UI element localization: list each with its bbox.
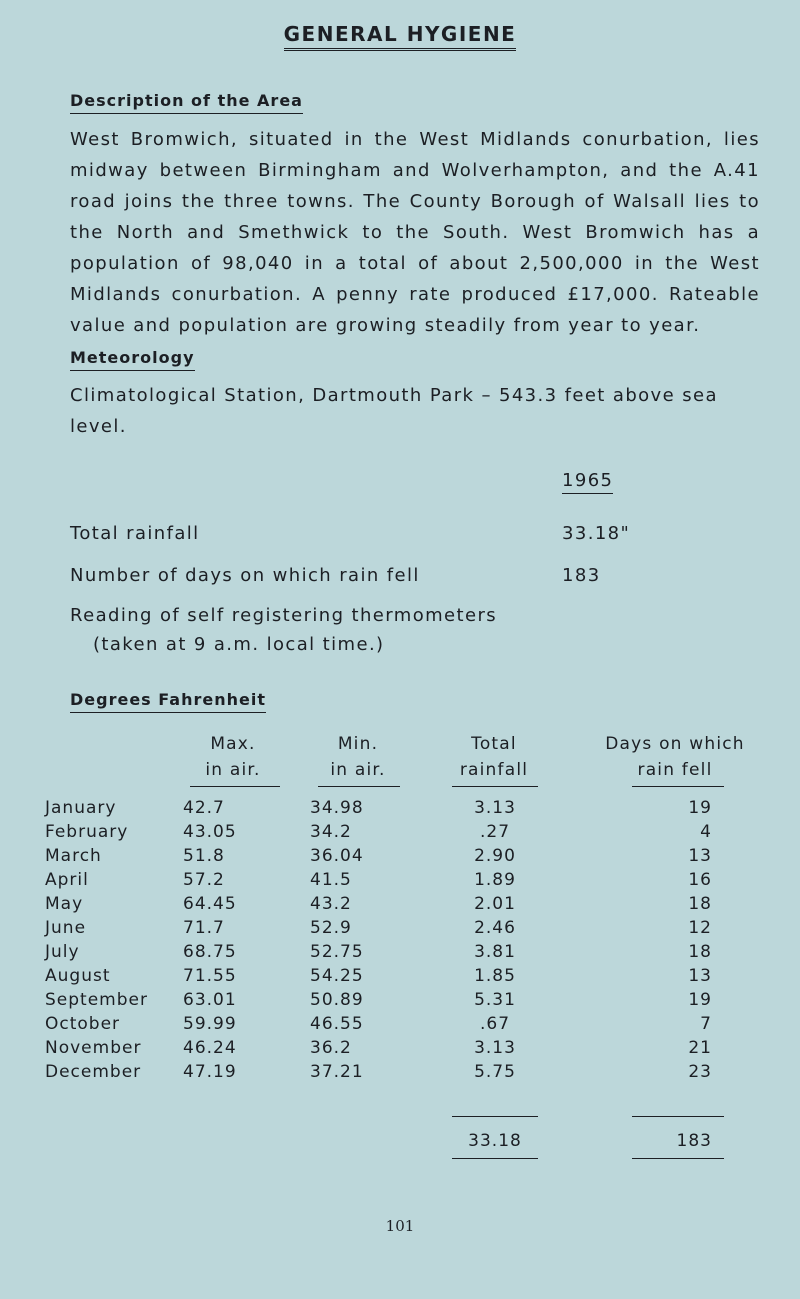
max-cell: 71.7 — [183, 918, 225, 938]
max-cell: 47.19 — [183, 1062, 237, 1082]
rainfall-cell: 2.01 — [474, 894, 516, 914]
min-cell: 50.89 — [310, 990, 364, 1010]
min-cell: 54.25 — [310, 966, 364, 986]
station-description: Climatological Station, Dartmouth Park – 543.3 feet above sea level. — [70, 385, 718, 437]
month-cell: January — [45, 798, 117, 818]
month-cell: February — [45, 822, 129, 842]
rain-days-cell: 13 — [688, 846, 712, 866]
max-cell: 68.75 — [183, 942, 237, 962]
min-cell: 43.2 — [310, 894, 352, 914]
max-cell: 43.05 — [183, 822, 237, 842]
rainfall-cell: 2.90 — [474, 846, 516, 866]
rain-days-cell: 23 — [688, 1062, 712, 1082]
rainfall-cell: .67 — [479, 1014, 511, 1034]
rainfall-cell: 5.31 — [474, 990, 516, 1010]
total-rainfall-value: 33.18" — [562, 523, 631, 544]
degrees-heading: Degrees Fahrenheit — [70, 690, 266, 713]
rainfall-cell: 1.85 — [474, 966, 516, 986]
month-cell: July — [45, 942, 80, 962]
header-rule — [452, 786, 538, 787]
column-header-rainfall: Total rainfall — [459, 734, 529, 780]
rainfall-cell: 5.75 — [474, 1062, 516, 1082]
rain-days-cell: 21 — [688, 1038, 712, 1058]
max-cell: 71.55 — [183, 966, 237, 986]
min-cell: 52.75 — [310, 942, 364, 962]
header-rule — [190, 786, 280, 787]
rain-days-cell: 16 — [688, 870, 712, 890]
year-heading: 1965 — [562, 470, 613, 491]
min-cell: 34.2 — [310, 822, 352, 842]
rain-days-cell: 19 — [688, 990, 712, 1010]
column-header-rain-days: Days on which rain fell — [605, 734, 745, 780]
min-cell: 41.5 — [310, 870, 352, 890]
max-cell: 51.8 — [183, 846, 225, 866]
min-cell: 46.55 — [310, 1014, 364, 1034]
column-header-max: Max. in air. — [205, 734, 261, 780]
month-cell: April — [45, 870, 89, 890]
min-cell: 36.2 — [310, 1038, 352, 1058]
total-rule — [452, 1116, 538, 1117]
max-cell: 63.01 — [183, 990, 237, 1010]
rain-days-cell: 19 — [688, 798, 712, 818]
column-header-min: Min. in air. — [330, 734, 386, 780]
month-cell: November — [45, 1038, 142, 1058]
thermometer-note-time: (taken at 9 a.m. local time.) — [93, 634, 385, 655]
rain-days-cell: 12 — [688, 918, 712, 938]
month-cell: March — [45, 846, 102, 866]
rainfall-cell: 2.46 — [474, 918, 516, 938]
min-cell: 36.04 — [310, 846, 364, 866]
thermometer-note: Reading of self registering thermometers — [70, 605, 498, 626]
area-heading: Description of the Area — [70, 91, 303, 114]
rainfall-cell: .27 — [479, 822, 511, 842]
rainfall-cell: 3.13 — [474, 1038, 516, 1058]
month-cell: May — [45, 894, 84, 914]
total-rainfall-cell: 33.18 — [468, 1131, 522, 1151]
meteorology-heading: Meteorology — [70, 348, 195, 371]
month-cell: September — [45, 990, 148, 1010]
rain-days-cell: 18 — [688, 894, 712, 914]
area-paragraph: West Bromwich, situated in the West Midlands conurbation, lies midway between Birmingham and Wolverhampton, and the A.41 road joins the three towns. The County Borough of Walsall lies to the North and Smethwick to the South. West Bromwich has a population of 98,040 in a total of about 2,500,000 in the West Midlands conurbation. A penny rate produced £17,000. Rateable value and population are growing steadily from year to year. — [70, 129, 760, 336]
page-title: GENERAL HYGIENE — [0, 22, 800, 51]
rain-days-cell: 4 — [700, 822, 712, 842]
total-rain-days-cell: 183 — [676, 1131, 712, 1151]
month-cell: June — [45, 918, 87, 938]
rain-days-value: 183 — [562, 565, 601, 586]
max-cell: 64.45 — [183, 894, 237, 914]
min-cell: 37.21 — [310, 1062, 364, 1082]
total-rainfall-label: Total rainfall — [70, 523, 200, 544]
month-cell: December — [45, 1062, 142, 1082]
rainfall-cell: 1.89 — [474, 870, 516, 890]
max-cell: 59.99 — [183, 1014, 237, 1034]
page-number: 101 — [385, 1217, 415, 1235]
rain-days-cell: 7 — [700, 1014, 712, 1034]
month-cell: October — [45, 1014, 121, 1034]
rain-days-cell: 13 — [688, 966, 712, 986]
rain-days-label: Number of days on which rain fell — [70, 565, 420, 586]
max-cell: 46.24 — [183, 1038, 237, 1058]
total-rule — [632, 1116, 724, 1117]
total-underline — [452, 1158, 538, 1159]
min-cell: 52.9 — [310, 918, 352, 938]
min-cell: 34.98 — [310, 798, 364, 818]
max-cell: 57.2 — [183, 870, 225, 890]
rainfall-cell: 3.13 — [474, 798, 516, 818]
header-rule — [632, 786, 724, 787]
total-underline — [632, 1158, 724, 1159]
max-cell: 42.7 — [183, 798, 225, 818]
header-rule — [318, 786, 400, 787]
rainfall-cell: 3.81 — [474, 942, 516, 962]
rain-days-cell: 18 — [688, 942, 712, 962]
month-cell: August — [45, 966, 111, 986]
